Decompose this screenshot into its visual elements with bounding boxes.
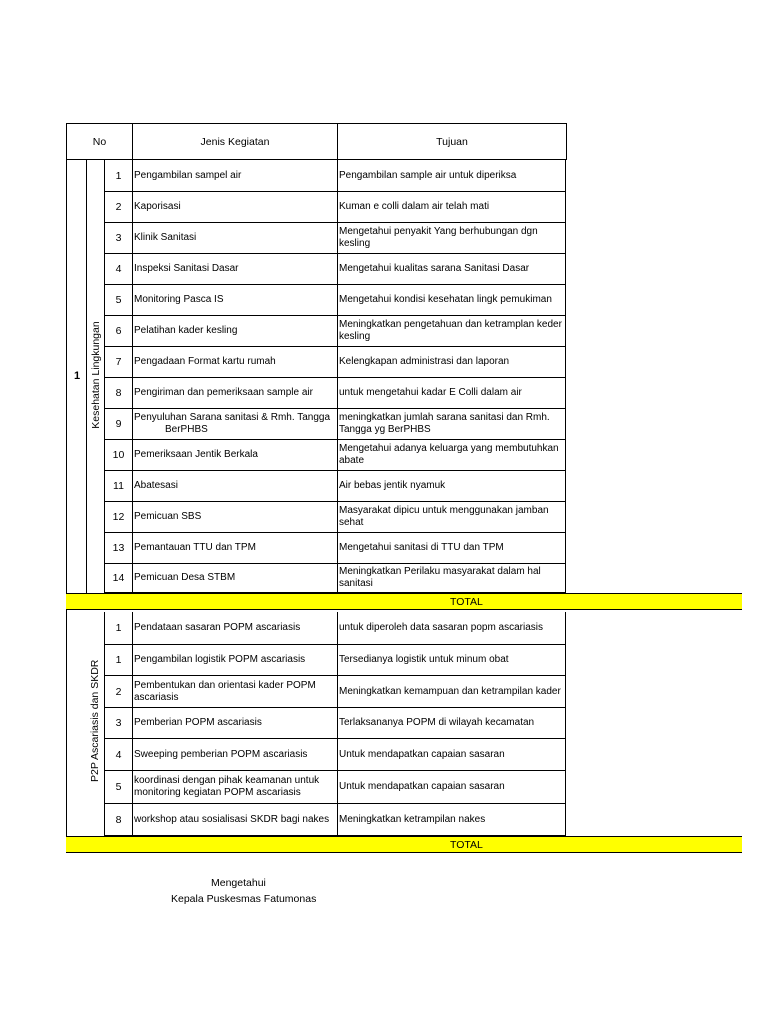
row-jenis-kegiatan: Pemicuan Desa STBM [133,564,338,592]
header-tujuan-label: Tujuan [436,135,468,148]
row-number: 7 [105,347,133,377]
signature-mengetahui: Mengetahui [211,877,266,889]
row-jenis-kegiatan: Pengadaan Format kartu rumah [133,347,338,377]
row-tujuan: Meningkatkan pengetahuan dan ketramplan keder kesling [339,319,562,342]
row-tujuan: Pengambilan sample air untuk diperiksa [339,169,517,181]
table-row [104,612,566,645]
row-jenis-kegiatan: Pengambilan sampel air [133,160,338,191]
row-number: 1 [105,160,133,191]
row-number: 11 [105,471,133,501]
row-number: 8 [105,804,133,835]
section2-left-border [66,610,67,836]
row-jenis-line2: BerPHBS [165,424,208,435]
row-jenis-kegiatan: Pengambilan logistik POPM ascariasis [133,645,338,675]
table-row [104,739,566,771]
row-jenis-kegiatan: Monitoring Pasca IS [133,285,338,315]
row-number: 3 [105,708,133,738]
table-row [104,254,566,285]
section2-label: P2P Ascariasis dan SKDR [89,659,101,782]
header-jenis-kegiatan [132,123,338,160]
header-no-label: No [92,135,107,148]
row-jenis-kegiatan: Pemantauan TTU dan TPM [133,533,338,563]
row-number: 4 [105,254,133,284]
row-tujuan: Mengetahui kualitas sarana Sanitasi Dasar [339,263,530,274]
row-jenis-kegiatan: Sweeping pemberian POPM ascariasis [133,739,338,770]
row-number: 14 [105,564,133,592]
row-number: 2 [105,676,133,707]
row-number: 3 [105,223,133,253]
row-tujuan: untuk mengetahui kadar E Colli dalam air [339,387,522,398]
row-tujuan: Untuk mendapatkan capaian sasaran [339,781,505,792]
row-tujuan: Air bebas jentik nyamuk [339,480,446,491]
table-row [104,316,566,347]
row-jenis-kegiatan: Pembentukan dan orientasi kader POPM ascariasis [133,676,338,707]
row-tujuan: Tersedianya logistik untuk minum obat [339,654,509,665]
row-jenis-kegiatan: Klinik Sanitasi [133,223,338,253]
row-jenis-line1: Penyuluhan Sarana sanitasi & Rmh. Tangga [134,412,331,423]
row-number: 8 [105,378,133,408]
row-tujuan: Masyarakat dipicu untuk menggunakan jamban sehat [339,505,549,528]
section1-left-border [66,160,67,593]
header-jenis-label: Jenis Kegiatan [200,135,270,148]
row-tujuan: Untuk mendapatkan capaian sasaran [339,748,505,760]
row-number: 1 [105,645,133,675]
table-row [104,440,566,471]
table-row [104,804,566,836]
row-jenis-kegiatan: Kaporisasi [133,192,338,222]
row-tujuan: Kelengkapan administrasi dan laporan [339,356,510,367]
row-tujuan: Meningkatkan Perilaku masyarakat dalam hal sanitasi [339,566,541,589]
row-jenis-kegiatan: Inspeksi Sanitasi Dasar [133,254,338,284]
row-number: 5 [105,771,133,803]
section1-label: Kesehatan Lingkungan [90,321,102,429]
row-number: 9 [105,409,133,439]
table-row [104,347,566,378]
row-jenis-kegiatan: Pendataan sasaran POPM ascariasis [133,612,338,644]
row-number: 1 [105,612,133,644]
header-no [66,123,133,160]
row-jenis-kegiatan: Abatesasi [133,471,338,501]
row-jenis-kegiatan: Pemeriksaan Jentik Berkala [133,440,338,470]
table-row [104,564,566,593]
section1-total-row [66,593,742,610]
table-row [104,471,566,502]
row-number: 5 [105,285,133,315]
row-number: 13 [105,533,133,563]
section2-total-row [66,836,742,853]
row-jenis-kegiatan: koordinasi dengan pihak keamanan untuk monitoring kegiatan POPM ascariasis [133,771,338,803]
row-tujuan: Mengetahui kondisi kesehatan lingk pemukiman [339,294,552,305]
table-row [104,708,566,739]
table-row [104,160,566,192]
table-row [104,645,566,676]
row-number: 4 [105,739,133,770]
row-number: 12 [105,502,133,532]
row-number: 6 [105,316,133,346]
table-row [104,533,566,564]
section2-total-label: TOTAL [450,839,483,851]
row-number: 10 [105,440,133,470]
row-jenis-kegiatan [133,409,338,439]
row-tujuan: Kuman e colli dalam air telah mati [339,201,490,212]
section1-total-label: TOTAL [450,596,483,608]
signature-kepala: Kepala Puskesmas Fatumonas [171,893,317,905]
section1-number: 1 [74,370,81,382]
row-jenis-kegiatan: Pelatihan kader kesling [133,316,338,346]
table-row [104,409,566,440]
row-tujuan: untuk diperoleh data sasaran popm ascariasis [339,622,544,633]
row-tujuan: Meningkatkan kemampuan dan ketrampilan kader [339,685,561,697]
table-row [104,676,566,708]
row-number: 2 [105,192,133,222]
table-row [104,502,566,533]
row-jenis-kegiatan: Pemicuan SBS [133,502,338,532]
table-row [104,771,566,804]
row-jenis-kegiatan: workshop atau sosialisasi SKDR bagi nakes [133,804,338,835]
row-tujuan: Mengetahui adanya keluarga yang membutuhkan abate [339,443,559,466]
table-row [104,285,566,316]
row-tujuan: meningkatkan jumlah sarana sanitasi dan Rmh. Tangga yg BerPHBS [339,412,550,435]
row-tujuan: Mengetahui penyakit Yang berhubungan dgn kesling [339,226,538,249]
row-tujuan: Mengetahui sanitasi di TTU dan TPM [339,542,504,553]
section1-inner-border [86,160,87,593]
table-row [104,378,566,409]
row-jenis-kegiatan: Pemberian POPM ascariasis [133,708,338,738]
table-row [104,223,566,254]
row-jenis-kegiatan: Pengiriman dan pemeriksaan sample air [133,378,338,408]
header-tujuan [337,123,567,160]
row-tujuan: Meningkatkan ketrampilan nakes [339,813,486,825]
row-tujuan: Terlaksananya POPM di wilayah kecamatan [339,717,535,728]
table-row [104,192,566,223]
